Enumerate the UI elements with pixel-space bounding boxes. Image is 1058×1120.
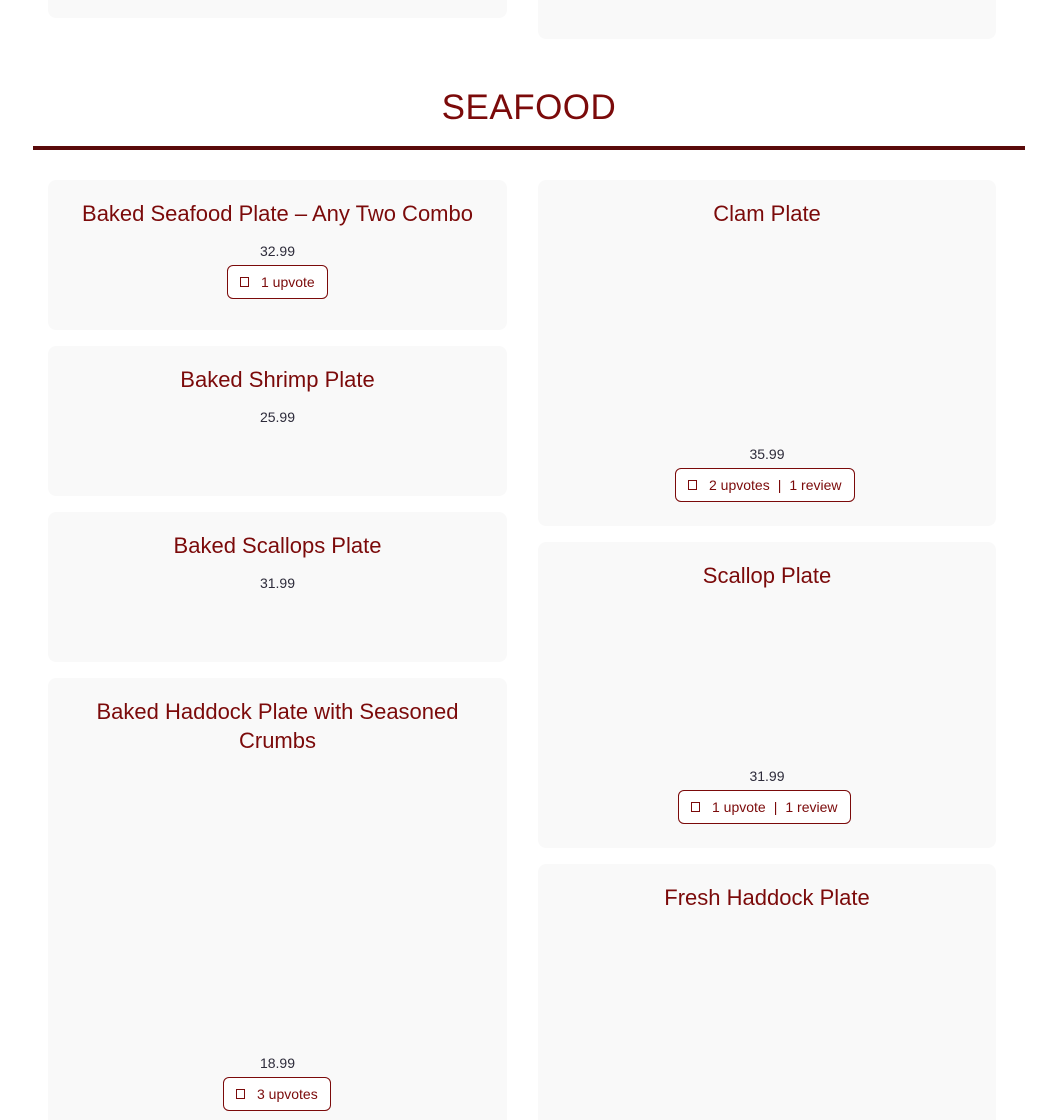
thumbs-up-icon <box>240 277 249 287</box>
menu-item-price: 25.99 <box>259 409 296 425</box>
menu-item-name: Scallop Plate <box>702 563 832 588</box>
upvote-count: 3 upvotes <box>257 1086 318 1102</box>
upvote-review-button[interactable] <box>678 790 851 824</box>
separator: | <box>777 477 782 493</box>
upvote-button[interactable] <box>223 1077 331 1111</box>
upvote-count: 1 upvote <box>712 799 766 815</box>
menu-item-price: 35.99 <box>749 446 785 462</box>
menu-item-price: 31.99 <box>749 768 785 784</box>
menu-item-name: Baked Seafood Plate – Any Two Combo <box>82 201 473 226</box>
upvote-review-button[interactable] <box>675 468 855 502</box>
menu-item-card[interactable] <box>538 542 996 848</box>
section-title-seafood: SEAFOOD <box>441 88 617 127</box>
menu-item-name: Fresh Haddock Plate <box>664 885 870 910</box>
upvote-button[interactable] <box>227 265 328 299</box>
section-divider <box>33 146 1025 150</box>
upvote-count: 1 upvote <box>261 274 315 290</box>
menu-item-name: Baked Scallops Plate <box>173 533 382 558</box>
menu-item-card[interactable] <box>48 346 507 496</box>
review-count: 1 review <box>789 477 842 493</box>
separator: | <box>773 799 778 815</box>
menu-item-card[interactable] <box>538 864 996 1120</box>
menu-item-card[interactable] <box>48 512 507 662</box>
menu-item-price: 32.99 <box>259 243 296 259</box>
thumbs-up-icon <box>236 1089 245 1099</box>
upvote-count: 2 upvotes <box>709 477 770 493</box>
review-count: 1 review <box>785 799 838 815</box>
menu-item-name: Baked Shrimp Plate <box>180 367 375 392</box>
thumbs-up-icon <box>691 802 700 812</box>
menu-item-card[interactable] <box>48 180 507 330</box>
menu-item-card[interactable] <box>538 180 996 526</box>
menu-item-name: Baked Haddock Plate with Seasoned Crumbs <box>96 699 459 753</box>
menu-item-name: Clam Plate <box>713 201 821 226</box>
menu-item-price: 31.99 <box>259 575 296 591</box>
menu-item-card[interactable] <box>48 678 507 1120</box>
previous-menu-item-card <box>48 0 507 18</box>
menu-item-price: 18.99 <box>259 1055 296 1071</box>
previous-menu-item-card <box>538 0 996 39</box>
thumbs-up-icon <box>688 480 697 490</box>
